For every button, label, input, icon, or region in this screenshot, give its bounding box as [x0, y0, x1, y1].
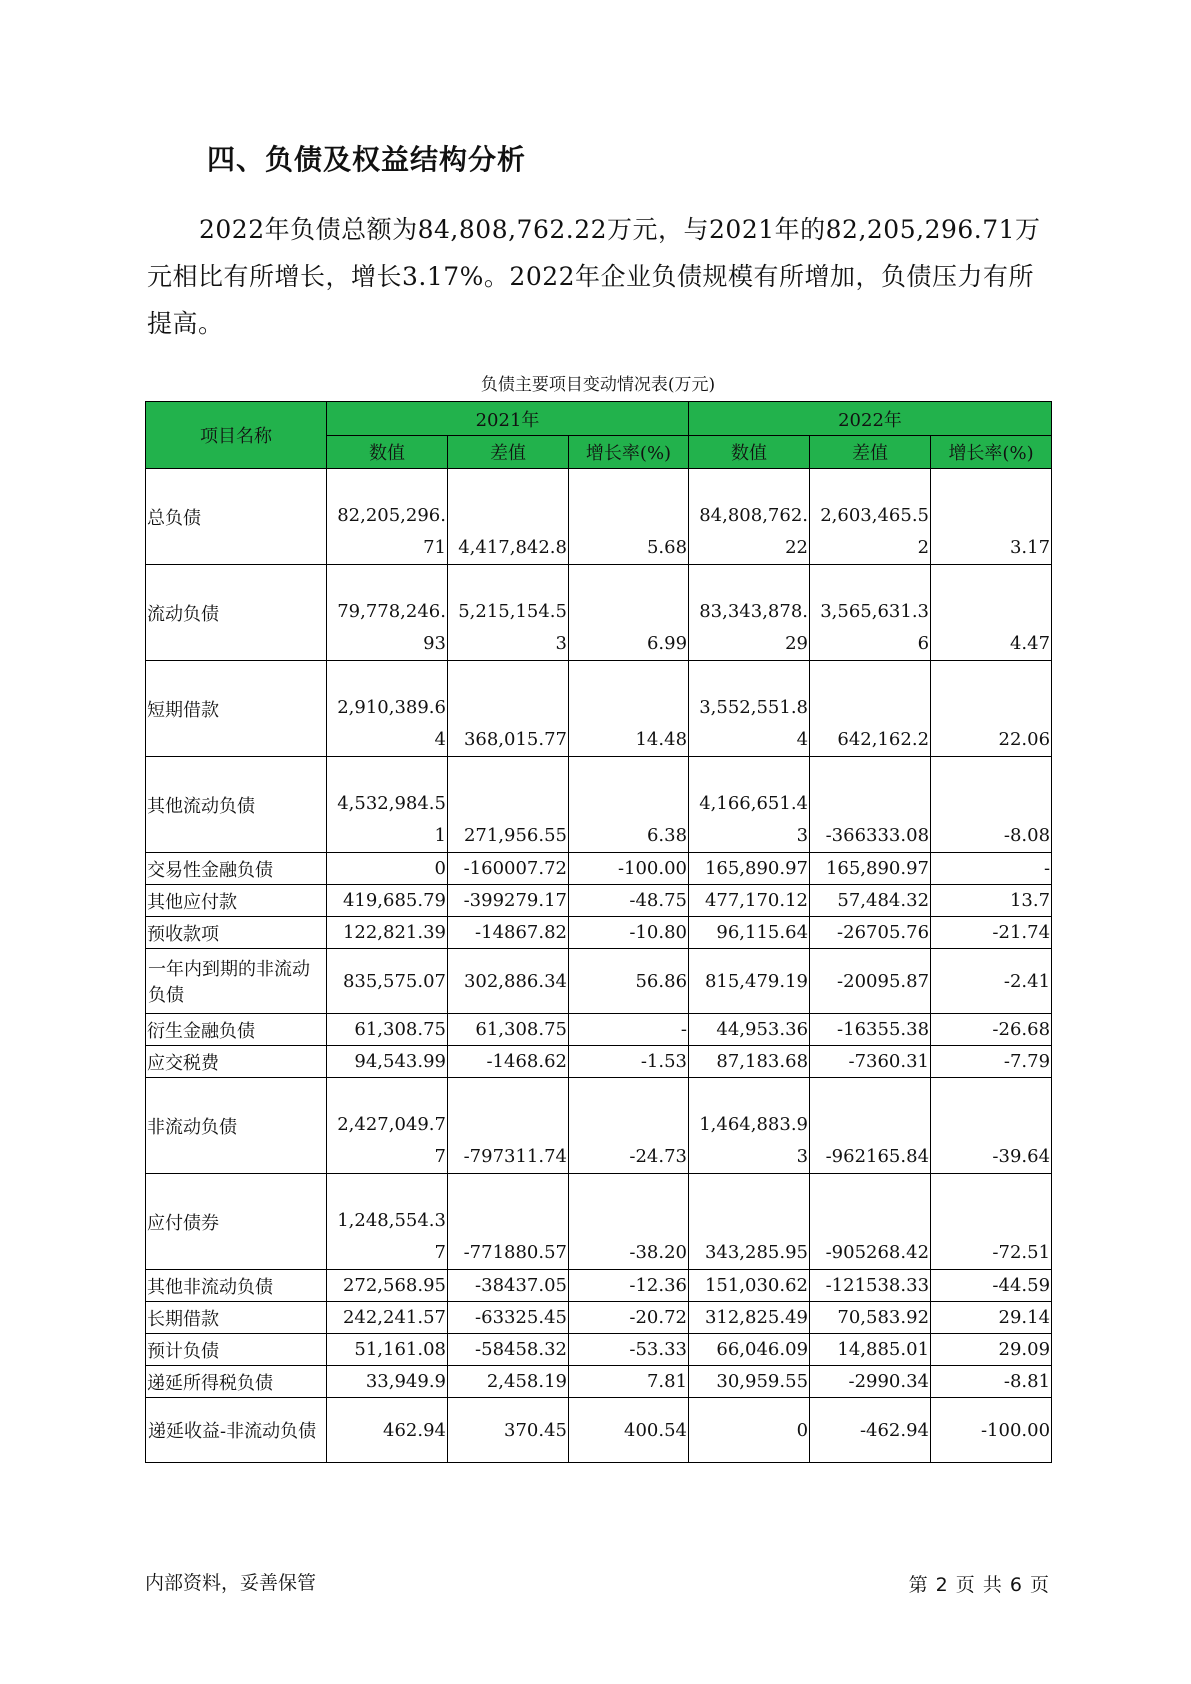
cell-value: 477,170.12 [689, 885, 810, 917]
cell-value: 2,458.19 [448, 1366, 569, 1398]
cell-value: 815,479.19 [689, 949, 810, 1014]
cell-value: 2,603,465.52 [810, 469, 931, 565]
confidential-note: 内部资料，妥善保管 [145, 1572, 317, 1594]
header-year-2021: 2021年 [327, 402, 689, 436]
cell-value: -8.08 [931, 757, 1052, 853]
cell-value: 13.7 [931, 885, 1052, 917]
cell-value: 66,046.09 [689, 1334, 810, 1366]
cell-value: 400.54 [569, 1398, 689, 1463]
cell-value: 165,890.97 [689, 853, 810, 885]
cell-value: 6.38 [569, 757, 689, 853]
table-row [146, 661, 1052, 757]
cell-value: 6.99 [569, 565, 689, 661]
row-label: 短期借款 [146, 661, 327, 757]
header-growth-2022: 增长率(%) [931, 436, 1052, 469]
table-row [146, 469, 1052, 565]
cell-value: 29.14 [931, 1302, 1052, 1334]
cell-value: -962165.84 [810, 1078, 931, 1174]
cell-value: 7.81 [569, 1366, 689, 1398]
cell-value: 5,215,154.53 [448, 565, 569, 661]
cell-value: 1,464,883.93 [689, 1078, 810, 1174]
header-growth-2021: 增长率(%) [569, 436, 689, 469]
cell-value: 4,417,842.8 [448, 469, 569, 565]
cell-value: -14867.82 [448, 917, 569, 949]
row-label: 应交税费 [146, 1046, 327, 1078]
table-row [146, 1366, 1052, 1398]
cell-value: -20.72 [569, 1302, 689, 1334]
row-label: 预计负债 [146, 1334, 327, 1366]
cell-value: 14.48 [569, 661, 689, 757]
cell-value: -1.53 [569, 1046, 689, 1078]
cell-value: 271,956.55 [448, 757, 569, 853]
cell-value: -7.79 [931, 1046, 1052, 1078]
row-label: 总负债 [146, 469, 327, 565]
cell-value: 94,543.99 [327, 1046, 448, 1078]
cell-value: -44.59 [931, 1270, 1052, 1302]
cell-value: 4,166,651.43 [689, 757, 810, 853]
cell-value: 82,205,296.71 [327, 469, 448, 565]
cell-value: 5.68 [569, 469, 689, 565]
table-row [146, 1014, 1052, 1046]
cell-value: 87,183.68 [689, 1046, 810, 1078]
cell-value: 22.06 [931, 661, 1052, 757]
header-year-2022: 2022年 [689, 402, 1052, 436]
cell-value: 70,583.92 [810, 1302, 931, 1334]
header-item-name: 项目名称 [146, 402, 327, 469]
cell-value: 96,115.64 [689, 917, 810, 949]
cell-value: 0 [689, 1398, 810, 1463]
cell-value: -38437.05 [448, 1270, 569, 1302]
cell-value: 84,808,762.22 [689, 469, 810, 565]
table-row [146, 1174, 1052, 1270]
liabilities-table [145, 401, 1052, 1463]
row-label: 交易性金融负债 [146, 853, 327, 885]
cell-value: -771880.57 [448, 1174, 569, 1270]
cell-value: -366333.08 [810, 757, 931, 853]
cell-value: -63325.45 [448, 1302, 569, 1334]
cell-value: -2.41 [931, 949, 1052, 1014]
table-row [146, 853, 1052, 885]
cell-value: -39.64 [931, 1078, 1052, 1174]
row-label: 其他流动负债 [146, 757, 327, 853]
cell-value: -399279.17 [448, 885, 569, 917]
cell-value: 44,953.36 [689, 1014, 810, 1046]
row-label: 一年内到期的非流动负债 [146, 949, 327, 1014]
cell-value: -160007.72 [448, 853, 569, 885]
cell-value: 30,959.55 [689, 1366, 810, 1398]
cell-value: 61,308.75 [448, 1014, 569, 1046]
page-number: 第 2 页 共 6 页 [908, 1574, 1050, 1596]
cell-value: 0 [327, 853, 448, 885]
cell-value: 79,778,246.93 [327, 565, 448, 661]
header-value-2021: 数值 [327, 436, 448, 469]
table-row [146, 1078, 1052, 1174]
cell-value: 57,484.32 [810, 885, 931, 917]
cell-value: -21.74 [931, 917, 1052, 949]
cell-value: 368,015.77 [448, 661, 569, 757]
cell-value: -121538.33 [810, 1270, 931, 1302]
table-row [146, 1046, 1052, 1078]
cell-value: -100.00 [931, 1398, 1052, 1463]
cell-value: -7360.31 [810, 1046, 931, 1078]
cell-value: -24.73 [569, 1078, 689, 1174]
cell-value: 165,890.97 [810, 853, 931, 885]
cell-value: 4.47 [931, 565, 1052, 661]
header-value-2022: 数值 [689, 436, 810, 469]
cell-value: -16355.38 [810, 1014, 931, 1046]
cell-value: -905268.42 [810, 1174, 931, 1270]
cell-value: 3,552,551.84 [689, 661, 810, 757]
cell-value: -1468.62 [448, 1046, 569, 1078]
cell-value: 56.86 [569, 949, 689, 1014]
summary-paragraph: 2022年负债总额为84,808,762.22万元，与2021年的82,205,296.71万元相比有所增长，增长3.17%。2022年企业负债规模有所增加，负债压力有所提高。 [147, 215, 1041, 338]
row-label: 递延所得税负债 [146, 1366, 327, 1398]
table-row [146, 885, 1052, 917]
row-label: 其他非流动负债 [146, 1270, 327, 1302]
cell-value: -797311.74 [448, 1078, 569, 1174]
cell-value: -38.20 [569, 1174, 689, 1270]
table-row [146, 1270, 1052, 1302]
cell-value: 2,427,049.77 [327, 1078, 448, 1174]
row-label: 衍生金融负债 [146, 1014, 327, 1046]
cell-value: 370.45 [448, 1398, 569, 1463]
cell-value: -58458.32 [448, 1334, 569, 1366]
cell-value: - [931, 853, 1052, 885]
cell-value: -8.81 [931, 1366, 1052, 1398]
table-row [146, 949, 1052, 1014]
cell-value: 343,285.95 [689, 1174, 810, 1270]
row-label: 非流动负债 [146, 1078, 327, 1174]
cell-value: -12.36 [569, 1270, 689, 1302]
cell-value: -53.33 [569, 1334, 689, 1366]
cell-value: 33,949.9 [327, 1366, 448, 1398]
cell-value: 151,030.62 [689, 1270, 810, 1302]
cell-value: 242,241.57 [327, 1302, 448, 1334]
cell-value: 14,885.01 [810, 1334, 931, 1366]
table-row [146, 1334, 1052, 1366]
header-diff-2022: 差值 [810, 436, 931, 469]
cell-value: -26.68 [931, 1014, 1052, 1046]
cell-value: -20095.87 [810, 949, 931, 1014]
cell-value: 51,161.08 [327, 1334, 448, 1366]
cell-value: 312,825.49 [689, 1302, 810, 1334]
section-heading: 四、负债及权益结构分析 [207, 143, 527, 176]
cell-value: -48.75 [569, 885, 689, 917]
cell-value: 302,886.34 [448, 949, 569, 1014]
table-row [146, 917, 1052, 949]
table-row [146, 1398, 1052, 1463]
cell-value: -72.51 [931, 1174, 1052, 1270]
cell-value: 1,248,554.37 [327, 1174, 448, 1270]
table-row [146, 565, 1052, 661]
cell-value: -462.94 [810, 1398, 931, 1463]
cell-value: 642,162.2 [810, 661, 931, 757]
cell-value: 3,565,631.36 [810, 565, 931, 661]
cell-value: -100.00 [569, 853, 689, 885]
row-label: 其他应付款 [146, 885, 327, 917]
cell-value: 122,821.39 [327, 917, 448, 949]
cell-value: - [569, 1014, 689, 1046]
cell-value: 419,685.79 [327, 885, 448, 917]
row-label: 长期借款 [146, 1302, 327, 1334]
row-label: 预收款项 [146, 917, 327, 949]
table-row [146, 1302, 1052, 1334]
cell-value: 83,343,878.29 [689, 565, 810, 661]
row-label: 流动负债 [146, 565, 327, 661]
cell-value: 462.94 [327, 1398, 448, 1463]
cell-value: -26705.76 [810, 917, 931, 949]
cell-value: 835,575.07 [327, 949, 448, 1014]
header-diff-2021: 差值 [448, 436, 569, 469]
table-row [146, 757, 1052, 853]
cell-value: 2,910,389.64 [327, 661, 448, 757]
cell-value: 272,568.95 [327, 1270, 448, 1302]
cell-value: 29.09 [931, 1334, 1052, 1366]
row-label: 应付债券 [146, 1174, 327, 1270]
cell-value: 4,532,984.51 [327, 757, 448, 853]
cell-value: 61,308.75 [327, 1014, 448, 1046]
cell-value: -10.80 [569, 917, 689, 949]
cell-value: -2990.34 [810, 1366, 931, 1398]
row-label: 递延收益-非流动负债 [146, 1398, 327, 1463]
cell-value: 3.17 [931, 469, 1052, 565]
table-caption: 负债主要项目变动情况表(万元) [480, 375, 716, 395]
